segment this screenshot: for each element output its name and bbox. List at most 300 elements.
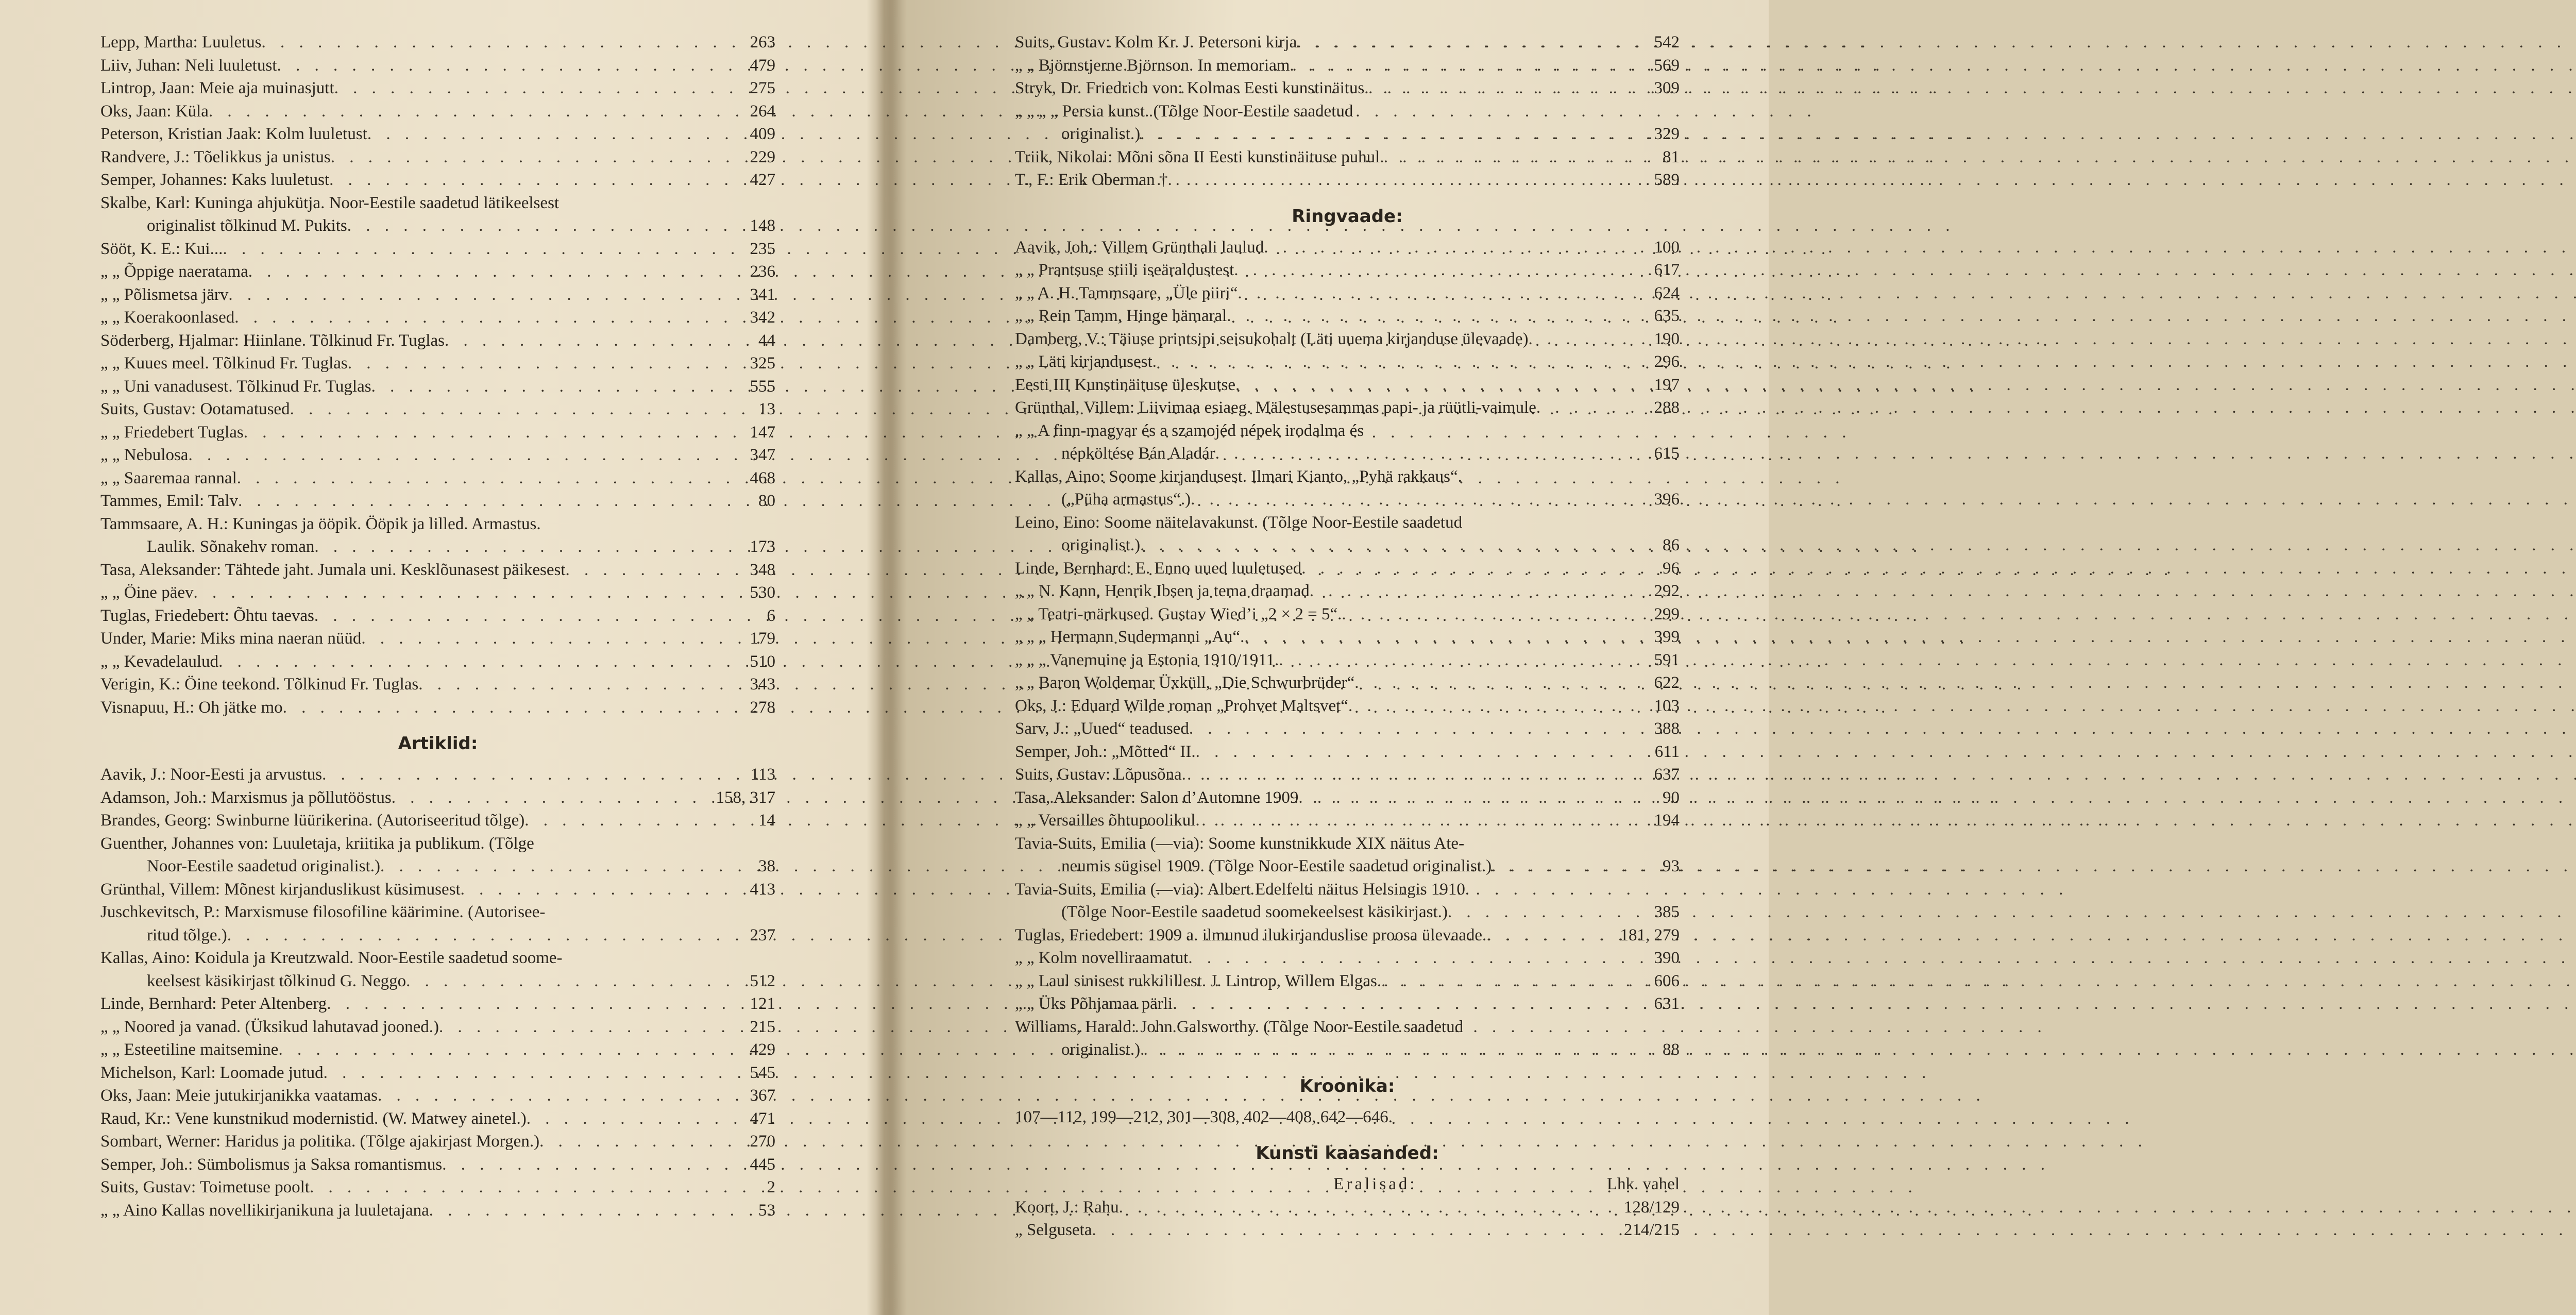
page-number: 409 [750,125,775,143]
leader-dots [1298,786,1643,810]
entry-title: „ „ Läti kirjandusest [1015,352,1153,371]
entry-title: „ „ A. H. Tammsaare, „Üle piiri“ [1015,283,1238,302]
leader-dots [461,878,739,901]
index-entry [100,1130,775,1153]
entry-title: Oks, Jaan: Küla [100,102,209,121]
leader-dots [1279,649,1643,672]
index-entry [1015,1196,1680,1219]
index-entry [1015,465,1680,488]
index-entry [100,283,775,307]
page-number: 367 [750,1086,775,1105]
entry-title: Eesti III Kunstinäituse üleskutse [1015,375,1236,394]
leader-dots [228,283,739,307]
index-entry [100,947,775,970]
leader-dots [527,1107,739,1131]
page-number: 292 [1654,582,1680,600]
entry-title: neumis sügisel 1909. (Tõlge Noor-Eestile saadetud originalist.) [1061,857,1492,875]
page-number: 147 [750,423,775,442]
left-page [100,31,775,1222]
index-entry [100,1199,775,1222]
leader-dots [348,352,739,375]
entry-title: Oks, J.: Eduard Wilde roman „Prohvet Maltsvet“ [1015,696,1348,715]
leader-dots [283,696,739,719]
leader-dots [1297,31,1643,54]
leader-dots [314,604,739,628]
page-number: 128/129 [1623,1198,1680,1217]
page-number: 181, 279 [1620,925,1680,945]
index-entry [100,192,775,215]
index-entry [100,467,775,490]
index-entry [100,421,775,444]
entry-title: Suits, Gustav: Kolm Kr. J. Petersoni kirja [1015,33,1297,52]
page-number: 385 [1654,903,1680,921]
page-number: 427 [750,171,775,189]
leader-dots [406,970,739,993]
page-number: 229 [750,147,775,166]
entry-title: keelsest käsikirjast tõlkinud G. Neggo [147,971,406,990]
page-number: 103 [1654,696,1680,715]
entry-title: Tavia-Suits, Emilia (—via): Albert Edelfelti näitus Helsingis 1910. [1015,880,1470,899]
page-number: 44 [758,331,775,350]
leader-dots [322,763,739,786]
section-heading-kroonika: Kroonika: [1299,1075,1395,1097]
index-entry [1015,626,1680,649]
index-entry [100,352,775,375]
entry-title: Lepp, Martha: Luuletus [100,33,262,52]
index-entry [100,650,775,673]
leader-dots [1215,442,1643,465]
index-entry [100,696,775,719]
page-number: 113 [750,765,775,784]
index-entry [100,490,775,513]
page-number: 263 [750,33,775,52]
page-number: 194 [1654,811,1680,830]
page-number: 270 [750,1132,775,1151]
leader-dots [1140,534,1643,557]
entry-title: „ „ Prantsuse stiili iseäraldustest [1015,261,1234,279]
entry-title: originalist.) [1061,536,1141,554]
index-entry [1015,282,1680,305]
index-entry [100,832,775,855]
eralisad-label: Eralisad: [1333,1175,1417,1193]
entry-title: „ „ Öine päev [100,583,194,602]
entry-title: originalist tõlkinud M. Pukits [147,216,347,235]
index-entry [100,809,775,832]
index-entry [1015,901,1680,924]
index-entry [1015,740,1680,764]
entry-title: „ „ „ „ Persia kunst. (Tõlge Noor-Eestile saadetud [1015,102,1353,121]
page-number: 13 [758,400,775,418]
entry-title: Stryk, Dr. Friedrich von: Kolmas Eesti kunstinäitus [1015,79,1365,97]
leader-dots [1536,396,1643,419]
index-entry [100,146,775,169]
index-entry [1015,1038,1680,1061]
entry-title: Adamson, Joh.: Marxismus ja põllutööstus [100,788,392,807]
leader-dots [1238,282,1643,305]
page-number: 589 [1654,171,1680,189]
page-number: 637 [1654,765,1680,784]
index-entry [100,1061,775,1085]
page-number: 100 [1654,238,1680,257]
index-entry [1015,970,1680,993]
index-entry [1015,832,1680,855]
entry-title: „ „ Üks Põhjamaa pärli [1015,994,1173,1013]
leader-dots [238,490,739,513]
lhk-vahel-label: Lhk. vahel [1606,1175,1680,1193]
index-entry [1015,855,1680,878]
page-number: 14 [758,811,775,830]
leader-dots [429,1199,739,1222]
entry-title: „ „ Björnstjerne Björnson. In memoriam [1015,56,1290,75]
page-number: 275 [750,79,775,97]
index-entry [1015,671,1680,695]
leader-dots [218,650,739,673]
page-number: 530 [750,583,775,602]
entry-title: „ „ Kevadelaulud [100,652,219,671]
index-entry [100,763,775,786]
page-number: 591 [1654,650,1680,669]
entry-title: („Püha armastus“.) [1061,490,1191,509]
entry-title: „ „ Uni vanadusest. Tõlkinud Fr. Tuglas [100,377,371,396]
leader-dots [329,168,739,192]
leader-dots [227,924,739,947]
page-number: 190 [1654,329,1680,348]
index-entry [100,306,775,329]
page-number: 468 [750,468,775,487]
index-entry [100,673,775,696]
page-number: 622 [1654,673,1680,692]
leader-dots [445,329,739,352]
index-entry [1015,695,1680,718]
index-entry [100,77,775,100]
index-entry [100,1084,775,1107]
entry-title: „ „ Versailles õhtupoolikul [1015,811,1196,830]
page-number: 388 [1654,719,1680,738]
index-entry [100,329,775,352]
leader-dots [1486,924,1615,947]
leader-dots [331,146,739,169]
entry-title: Linde, Bernhard: E. Enno uued luuletused [1015,559,1302,578]
entry-title: Raud, Kr.: Vene kunstnikud modernistid. (W. Matwey ainetel.) [100,1109,527,1128]
page-number: 235 [750,239,775,258]
index-entry [1015,396,1680,419]
leader-dots [1234,259,1643,282]
entry-title: ritud tõlge.) [147,925,227,945]
entry-title: Kallas, Aino: Koidula ja Kreutzwald. Noor-Eestile saadetud soome- [100,949,563,967]
entry-title: Brandes, Georg: Swinburne lüürikerina. (Autoriseeritud tõlge) [100,811,525,830]
index-entry [1015,54,1680,77]
entry-title: Sombart, Werner: Haridus ja politika. (Tõlge ajakirjast Morgen.) [100,1132,540,1151]
leader-dots [539,1130,739,1153]
index-entry [100,581,775,604]
entry-title: Triik, Nikolai: Mõni sõna II Eesti kunstinäituse puhul [1015,147,1380,166]
leader-dots [1188,947,1643,970]
entry-title: „ „ Baron Woldemar Üxküll, „Die Schwurbrüder“ [1015,673,1355,692]
index-entry [1015,511,1680,534]
index-entry [100,54,775,77]
entry-title: „ „ „ Hermann Sudermanni „Au“. [1015,628,1245,646]
entry-title: originalist.) [1061,125,1141,143]
entry-title: „ „ Rein Tamm, Hinge hämaral [1015,307,1227,325]
entry-title: „ „ Esteetiline maitsemine [100,1040,279,1059]
index-entry [100,901,775,924]
leader-dots [442,1153,739,1176]
index-list-poetry [100,31,775,719]
entry-title: Leino, Eino: Soome näitelavakunst. (Tõlge Noor-Eestile saadetud [1015,513,1463,532]
leader-dots [262,31,739,54]
entry-title: Under, Marie: Miks mina naeran nüüd [100,629,362,648]
page-number: 343 [750,675,775,694]
entry-title: Lintrop, Jaan: Meie aja muinasjutt [100,79,334,97]
entry-title: „ Selguseta [1015,1221,1092,1239]
index-list-artiklid [100,763,775,1222]
entry-title: Koort, J.: Rahu [1015,1198,1119,1217]
page-number: 445 [750,1155,775,1174]
leader-dots [1290,54,1643,77]
entry-title: Suits, Gustav: Lõpusõna [1015,765,1182,784]
index-entry [100,398,775,421]
entry-title: Noor-Eestile saadetud originalist.) [147,857,380,875]
index-entry [100,970,775,993]
leader-dots [194,581,740,604]
entry-title: „ „ N. Kann, Henrik Ibsen ja tema draamad [1015,582,1310,600]
entry-title: Aavik, J.: Noor-Eesti ja arvustus [100,765,323,784]
leader-dots [1189,717,1643,740]
leader-dots [1264,236,1643,259]
page-number: 179 [750,629,775,648]
leader-dots [1381,970,1643,993]
entry-title: Laulik. Sõnakehv roman [147,537,315,556]
leader-dots [314,535,739,559]
index-entry [1015,168,1680,192]
entry-title: Randvere, J.: Tõelikkus ja unistus [100,147,331,166]
index-entry [1015,419,1680,443]
index-entry [100,559,775,582]
index-entry [1015,146,1680,169]
leader-dots [347,214,739,238]
page-number: 158, 317 [716,788,775,807]
index-entry [1015,100,1680,123]
leader-dots [566,559,739,582]
page-number: 342 [750,308,775,327]
leader-dots [327,992,739,1016]
index-entry [1015,350,1680,374]
index-entry [100,1176,775,1199]
leader-dots [367,123,739,146]
leader-dots [1119,1196,1619,1219]
index-entry [1015,123,1680,146]
leader-dots [392,786,711,810]
entry-title: Semper, Joh.: Sümbolismus ja Saksa romantismus [100,1155,443,1174]
index-entry [1015,763,1680,786]
entry-title: Semper, Johannes: Kaks luuletust [100,171,330,189]
entry-title: Tammsaare, A. H.: Kuningas ja ööpik. Ööpik ja lilled. Armastus. [100,514,541,533]
entry-title: „ „ Laul sinisest rukkilillest. J. Lintrop, Willem Elgas. [1015,971,1382,990]
page-number: 341 [750,285,775,304]
page-number: 512 [750,971,775,990]
page-number: 569 [1654,56,1680,75]
leader-dots [234,306,739,329]
index-entry [100,878,775,901]
page-number: 197 [1654,375,1680,394]
section-heading-kunsti-kaasanded: Kunsti kaasanded: [1256,1143,1439,1164]
index-entry [100,214,775,238]
entry-title: népköltése Bán Aladár [1061,444,1215,463]
entry-title: Kallas, Aino: Soome kirjandusest. Ilmari Kianto, „Pyhä rakkaus“. [1015,467,1462,486]
index-entry [1015,947,1680,970]
entry-title: Visnapuu, H.: Oh jätke mo [100,698,283,717]
leader-dots [1364,77,1643,100]
index-entry [1015,557,1680,580]
page-number: 236 [750,262,775,281]
page-number: 429 [750,1040,775,1059]
page-number: 545 [750,1063,775,1082]
entry-title: „ „ Saaremaa rannal [100,468,237,487]
entry-title: Sarv, J.: „Uued“ teadused [1015,719,1189,738]
page-number: 278 [750,698,775,717]
page-number: 309 [1654,79,1680,97]
entry-title: „ „ Kolm novelliraamatut [1015,949,1189,967]
leader-dots [361,627,739,650]
page-number: 93 [1663,857,1680,875]
index-entry [100,1016,775,1039]
leader-dots [1348,695,1643,718]
entry-title: „ „ Teatri-märkused. Gustav Wied’i „2 × 2 = 5“. [1015,604,1342,623]
leader-dots [1092,1219,1618,1242]
entry-title: Semper, Joh.: „Mõtted“ II. [1015,742,1196,761]
leader-dots [1380,146,1643,169]
page-number: 214/215 [1623,1221,1680,1239]
page-number: 399 [1654,628,1680,646]
index-entry [1015,992,1680,1016]
leader-dots [1301,557,1643,580]
leader-dots [290,398,739,421]
entry-title: „ „ Aino Kallas novellikirjanikuna ja luuletajana [100,1201,429,1220]
index-entry [1015,534,1680,557]
index-entry [1015,328,1680,351]
index-entry [100,260,775,283]
leader-dots [1227,305,1643,328]
page-number: 81 [1663,147,1680,166]
page-number: 617 [1654,261,1680,279]
index-entry [100,123,775,146]
leader-dots [1167,168,1643,192]
index-entry [1015,1016,1680,1039]
page-number: 237 [750,925,775,945]
entry-title: Grünthal, Villem: Mõnest kirjanduslikust küsimusest [100,880,461,899]
index-entry [100,855,775,878]
entry-title: Suits, Gustav: Toimetuse poolt [100,1178,310,1196]
page-number: 96 [1663,559,1680,578]
index-entry [100,1153,775,1176]
page-number: 479 [750,56,775,75]
leader-dots [1173,992,1643,1016]
leader-dots [244,421,739,444]
page-number: 611 [1654,742,1680,761]
index-entry [1015,31,1680,54]
page-number: 329 [1654,125,1680,143]
index-list-kunsti [1015,1196,1680,1242]
page-number: 53 [758,1201,775,1220]
entry-title: Tasa, Aleksander: Tähtede jaht. Jumala uni. Kesklõunasest päikesest [100,560,566,579]
entry-title: „ „ Kuues meel. Tõlkinud Fr. Tuglas [100,354,348,373]
page-number: 148 [750,216,775,235]
page-number: 631 [1654,994,1680,1013]
entry-title: Guenther, Johannes von: Luuletaja, kriitika ja publikum. (Tõlge [100,834,534,853]
leader-dots [380,855,739,878]
index-entry [1015,717,1680,740]
leader-dots [1448,901,1643,924]
index-entry [1015,488,1680,511]
index-entry [100,627,775,650]
entry-title: Tavia-Suits, Emilia (—via): Soome kunstnikkude XIX näitus Ate- [1015,834,1465,853]
index-entry [100,31,775,54]
entry-title: (Tõlge Noor-Eestile saadetud soomekeelsest käsikirjast.) [1061,903,1448,921]
page-number: 471 [750,1109,775,1128]
entry-title: „ „ Noored ja vanad. (Üksikud lahutavad jooned.) [100,1017,439,1036]
index-entry [1015,374,1680,397]
entry-title: Suits, Gustav: Ootamatused [100,400,290,418]
index-entry [100,444,775,467]
leader-dots [524,809,739,832]
index-entry [1015,259,1680,282]
leader-dots [378,1084,739,1107]
index-entry [100,375,775,398]
leader-dots [1354,671,1643,695]
index-entry [100,535,775,559]
page-number: 635 [1654,307,1680,325]
page-number: 325 [750,354,775,373]
index-entry [100,168,775,192]
page-number: 215 [750,1017,775,1036]
page-number: 510 [750,652,775,671]
leader-dots [1492,855,1643,878]
entry-title: Grünthal, Villem: Liivimaa esiaeg. Mälestusesammas papi- ja rüütli-vaimule [1015,398,1536,417]
index-entry [1015,580,1680,603]
page-number: 86 [1663,536,1680,554]
index-list-ringvaade [1015,236,1680,1061]
entry-title: Linde, Bernhard: Peter Altenberg [100,994,327,1013]
leader-dots [1196,740,1643,764]
entry-title: Aavik, Joh.: Villem Grünthali laulud [1015,238,1264,257]
index-entry [1015,236,1680,259]
index-entry [100,924,775,947]
entry-title: Juschkevitsch, P.: Marxismuse filosofiline käärimine. (Autorisee- [100,903,546,921]
index-entry [100,100,775,123]
page-number: 299 [1654,604,1680,623]
index-entry [1015,786,1680,810]
index-entry [100,992,775,1016]
right-page [1015,31,1680,1242]
page-number: 555 [750,377,775,396]
index-entry [1015,809,1680,832]
entry-title: T., F.: Erik Oberman † [1015,171,1168,189]
page-number: 173 [750,537,775,556]
page-number: 121 [750,994,775,1013]
section-heading-artiklid: Artiklid: [398,733,478,754]
entry-title: Oks, Jaan: Meie jutukirjanikka vaatamas [100,1086,378,1105]
entry-title: „ „ Koerakoonlased [100,308,235,327]
kunsti-subheader [1015,1173,1680,1196]
leader-dots [371,375,739,398]
leader-dots [1235,374,1643,397]
page-number: 88 [1663,1040,1680,1059]
index-entry [1015,878,1680,901]
leader-dots [1182,763,1643,786]
leader-dots [248,260,739,283]
entry-title: Damberg, V.: Täiuse printsipi seisukohalt (Läti uuema kirjanduse ülevaade) [1015,329,1529,348]
index-entry [100,786,775,810]
